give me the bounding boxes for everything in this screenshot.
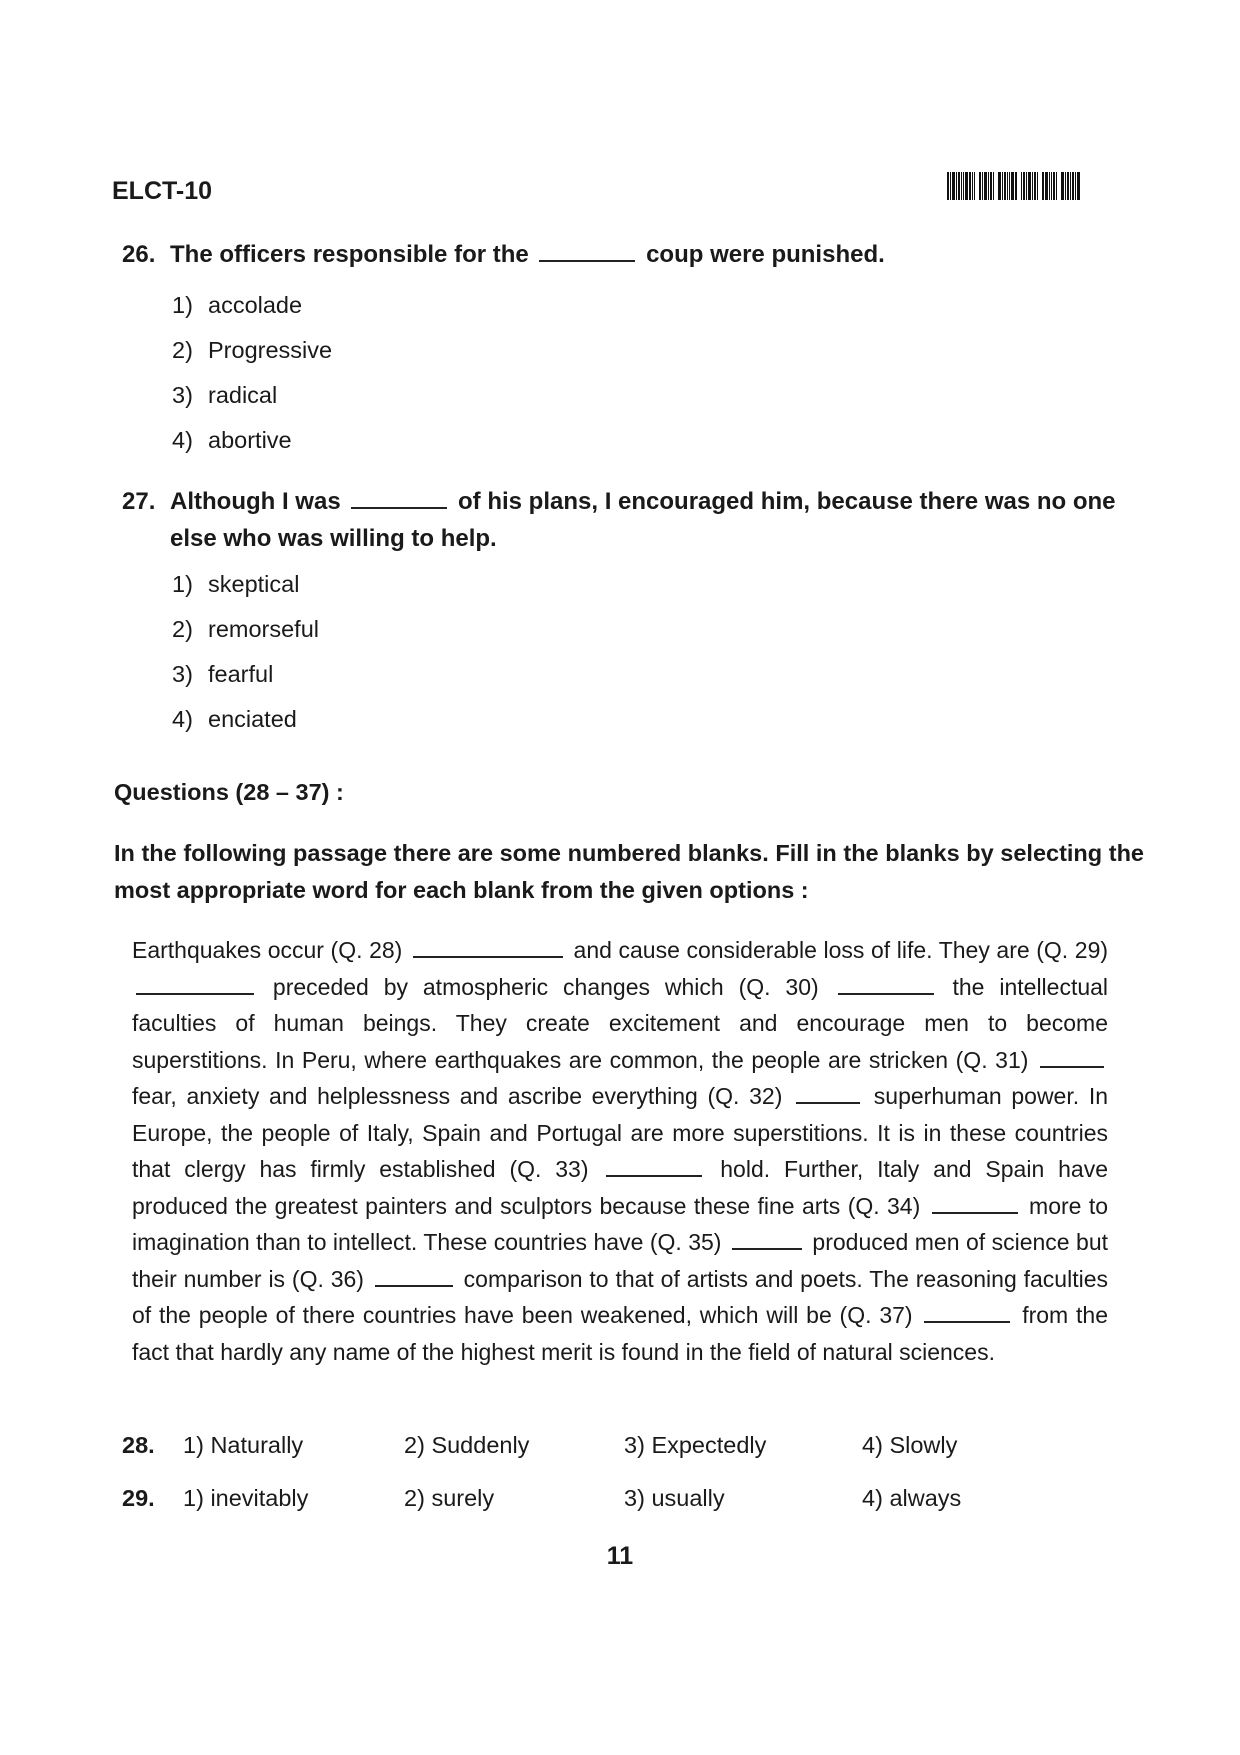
passage-text: preceded by atmospheric changes which (Q. 30) — [272, 973, 819, 1000]
question-stem-part: Although I was — [170, 488, 341, 515]
barcode-icon — [947, 172, 1135, 200]
question-27 — [0, 483, 1240, 563]
passage-text: more to imagination than to intellect. These countries have (Q. 35) — [132, 1192, 1109, 1255]
question-number: 27. — [122, 488, 156, 515]
question-stem-part: The officers responsible for the — [170, 241, 529, 268]
option-29-3[interactable]: 3) usually — [624, 1485, 725, 1511]
option-28-1[interactable]: 1) Naturally — [183, 1432, 304, 1458]
option-26-2[interactable]: 2) Progressive — [172, 337, 333, 363]
passage-text: and cause considerable loss of life. They are (Q. 29) — [573, 937, 1109, 963]
answer-blank — [136, 973, 254, 995]
option-28-2[interactable]: 2) Suddenly — [404, 1432, 530, 1458]
answer-blank — [838, 973, 934, 995]
option-27-1[interactable]: 1) skeptical — [172, 571, 300, 597]
question-stem-part: of his plans, I encouraged him, because there was no one else who was willing to help. — [170, 488, 1116, 552]
answer-blank — [413, 936, 563, 958]
option-29-1[interactable]: 1) inevitably — [183, 1485, 309, 1511]
question-29-number: 29. — [122, 1485, 155, 1511]
question-28-number: 28. — [122, 1432, 155, 1458]
option-27-2[interactable]: 2) remorseful — [172, 616, 320, 642]
question-26 — [0, 236, 1240, 276]
passage-text: produced men of science but their number is (Q. 36) — [132, 1229, 1109, 1292]
answer-blank — [539, 240, 635, 262]
page-number: 11 — [606, 1542, 634, 1570]
passage-text: comparison to that of artists and poets. The reasoning faculties of the people of there countries have been weakened, which will be (Q. 37) — [132, 1265, 1108, 1328]
passage-text: hold. Further, Italy and Spain have produced the greatest painters and sculptors because these fine arts (Q. 34) — [132, 1156, 1108, 1219]
answer-blank — [732, 1228, 802, 1250]
paper-code: ELCT-10 — [112, 177, 213, 205]
option-29-2[interactable]: 2) surely — [404, 1485, 495, 1511]
option-26-4[interactable]: 4) abortive — [172, 427, 292, 453]
answer-blank — [351, 487, 447, 509]
passage-text: from the fact that hardly any name of the highest merit is found in the field of natural sciences. — [132, 1302, 1109, 1365]
answer-blank — [1040, 1046, 1104, 1068]
passage-text: Earthquakes occur (Q. 28) — [132, 937, 403, 963]
section-heading: Questions (28 – 37) : — [114, 779, 344, 805]
passage-text: the intellectual faculties of human beings. They create excitement and encourage men to become superstitions. In Peru, where earthquakes are common, the people are stricken (Q. 31) — [132, 973, 1109, 1073]
answer-blank — [924, 1301, 1010, 1323]
option-27-3[interactable]: 3) fearful — [172, 661, 274, 687]
section-instruction: In the following passage there are some numbered blanks. Fill in the blanks by selecting the most appropriate word for each blank from the given options : — [114, 840, 1144, 903]
question-number: 26. — [122, 241, 156, 268]
passage — [132, 932, 1108, 1370]
question-stem-part: coup were punished. — [646, 241, 885, 268]
option-26-1[interactable]: 1) accolade — [172, 292, 303, 318]
option-29-4[interactable]: 4) always — [862, 1485, 962, 1511]
answer-blank — [796, 1082, 860, 1104]
answer-blank — [606, 1155, 702, 1177]
answer-blank — [375, 1273, 453, 1287]
passage-text: superhuman power. In Europe, the people of Italy, Spain and Portugal are more superstitions. It is in these countries that clergy has firmly established (Q. 33) — [132, 1083, 1108, 1182]
option-26-3[interactable]: 3) radical — [172, 382, 278, 408]
answer-blank — [932, 1192, 1018, 1214]
option-28-3[interactable]: 3) Expectedly — [624, 1432, 767, 1458]
option-28-4[interactable]: 4) Slowly — [862, 1432, 958, 1458]
option-27-4[interactable]: 4) enciated — [172, 706, 297, 732]
passage-text: fear, anxiety and helplessness and ascribe everything (Q. 32) — [132, 1083, 783, 1109]
